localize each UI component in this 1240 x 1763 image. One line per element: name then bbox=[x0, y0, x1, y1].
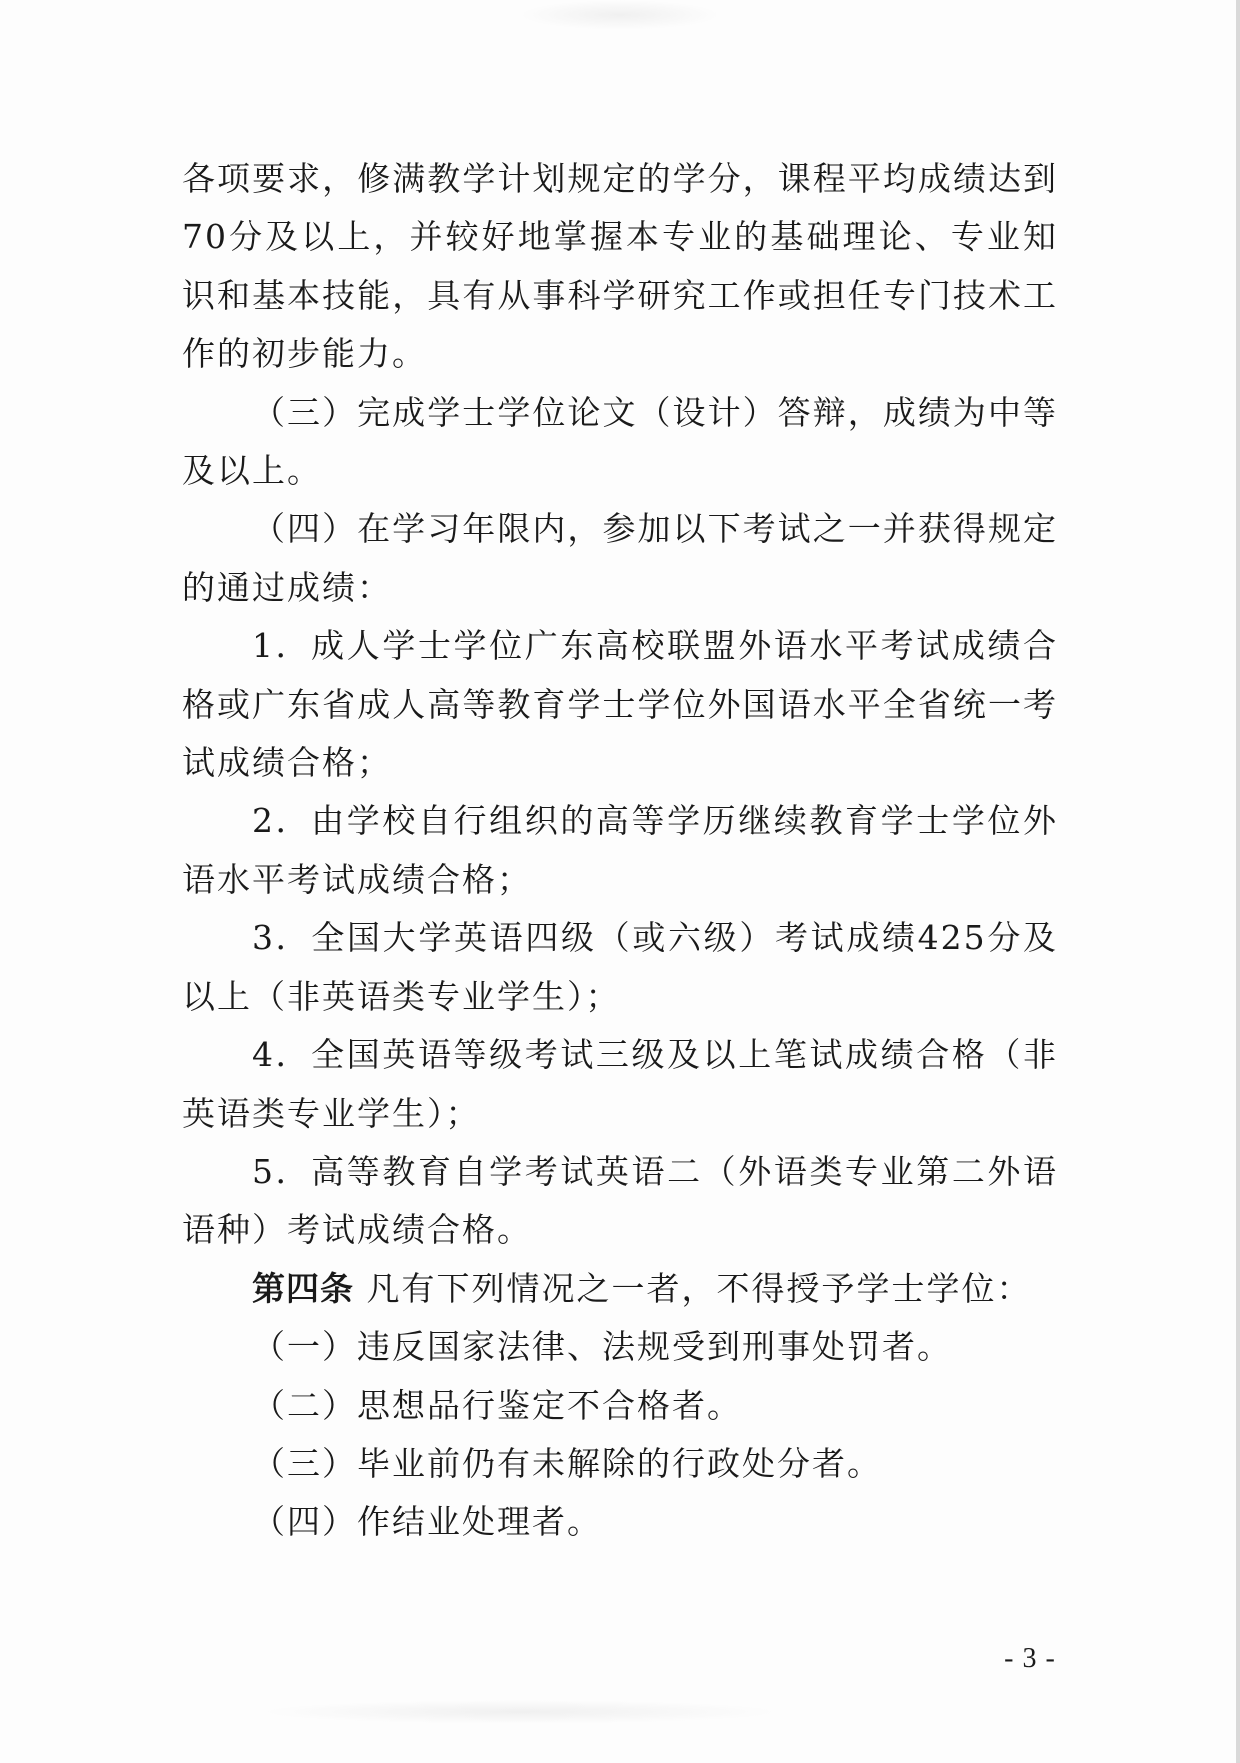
article-4-text: 凡有下列情况之一者，不得授予学士学位： bbox=[354, 1268, 1032, 1308]
paragraph-item-3-thesis: （三）完成学士学位论文（设计）答辩，成绩为中等及以上。 bbox=[182, 392, 1058, 491]
article-4-item-3: （三）毕业前仍有未解除的行政处分者。 bbox=[252, 1443, 882, 1483]
article-4-label: 第四条 bbox=[252, 1268, 354, 1308]
paragraph-item-4-exams: （四）在学习年限内，参加以下考试之一并获得规定的通过成绩： bbox=[182, 509, 1058, 607]
scan-artifact-bottom bbox=[260, 1700, 780, 1724]
list-item-exam-2: 2．由学校自行组织的高等学历继续教育学士学位外语水平考试成绩合格； bbox=[182, 801, 1058, 899]
list-item-exam-5: 5．高等教育自学考试英语二（外语类专业第二外语语种）考试成绩合格。 bbox=[182, 1151, 1058, 1250]
list-item-exam-3: 3．全国大学英语四级（或六级）考试成绩425分及以上（非英语类专业学生）； bbox=[182, 918, 1058, 1016]
scan-artifact-top bbox=[520, 0, 720, 30]
document-body bbox=[182, 150, 1058, 1552]
article-4-item-4: （四）作结业处理者。 bbox=[252, 1502, 602, 1542]
scan-edge bbox=[1236, 0, 1240, 1763]
list-item-exam-1: 1．成人学士学位广东高校联盟外语水平考试成绩合格或广东省成人高等教育学士学位外国语水平全省统一考试成绩合格； bbox=[182, 626, 1058, 783]
paragraph-requirements-continued: 各项要求，修满教学计划规定的学分，课程平均成绩达到70分及以上，并较好地掌握本专业的基础理论、专业知识和基本技能，具有从事科学研究工作或担任专门技术工作的初步能力。 bbox=[182, 159, 1058, 374]
article-4-item-1: （一）违反国家法律、法规受到刑事处罚者。 bbox=[252, 1327, 952, 1367]
list-item-exam-4: 4．全国英语等级考试三级及以上笔试成绩合格（非英语类专业学生）； bbox=[182, 1035, 1058, 1133]
page-number: - 3 - bbox=[1004, 1643, 1056, 1674]
article-4-heading bbox=[182, 1260, 1058, 1318]
article-4-item-2: （二）思想品行鉴定不合格者。 bbox=[252, 1385, 742, 1425]
